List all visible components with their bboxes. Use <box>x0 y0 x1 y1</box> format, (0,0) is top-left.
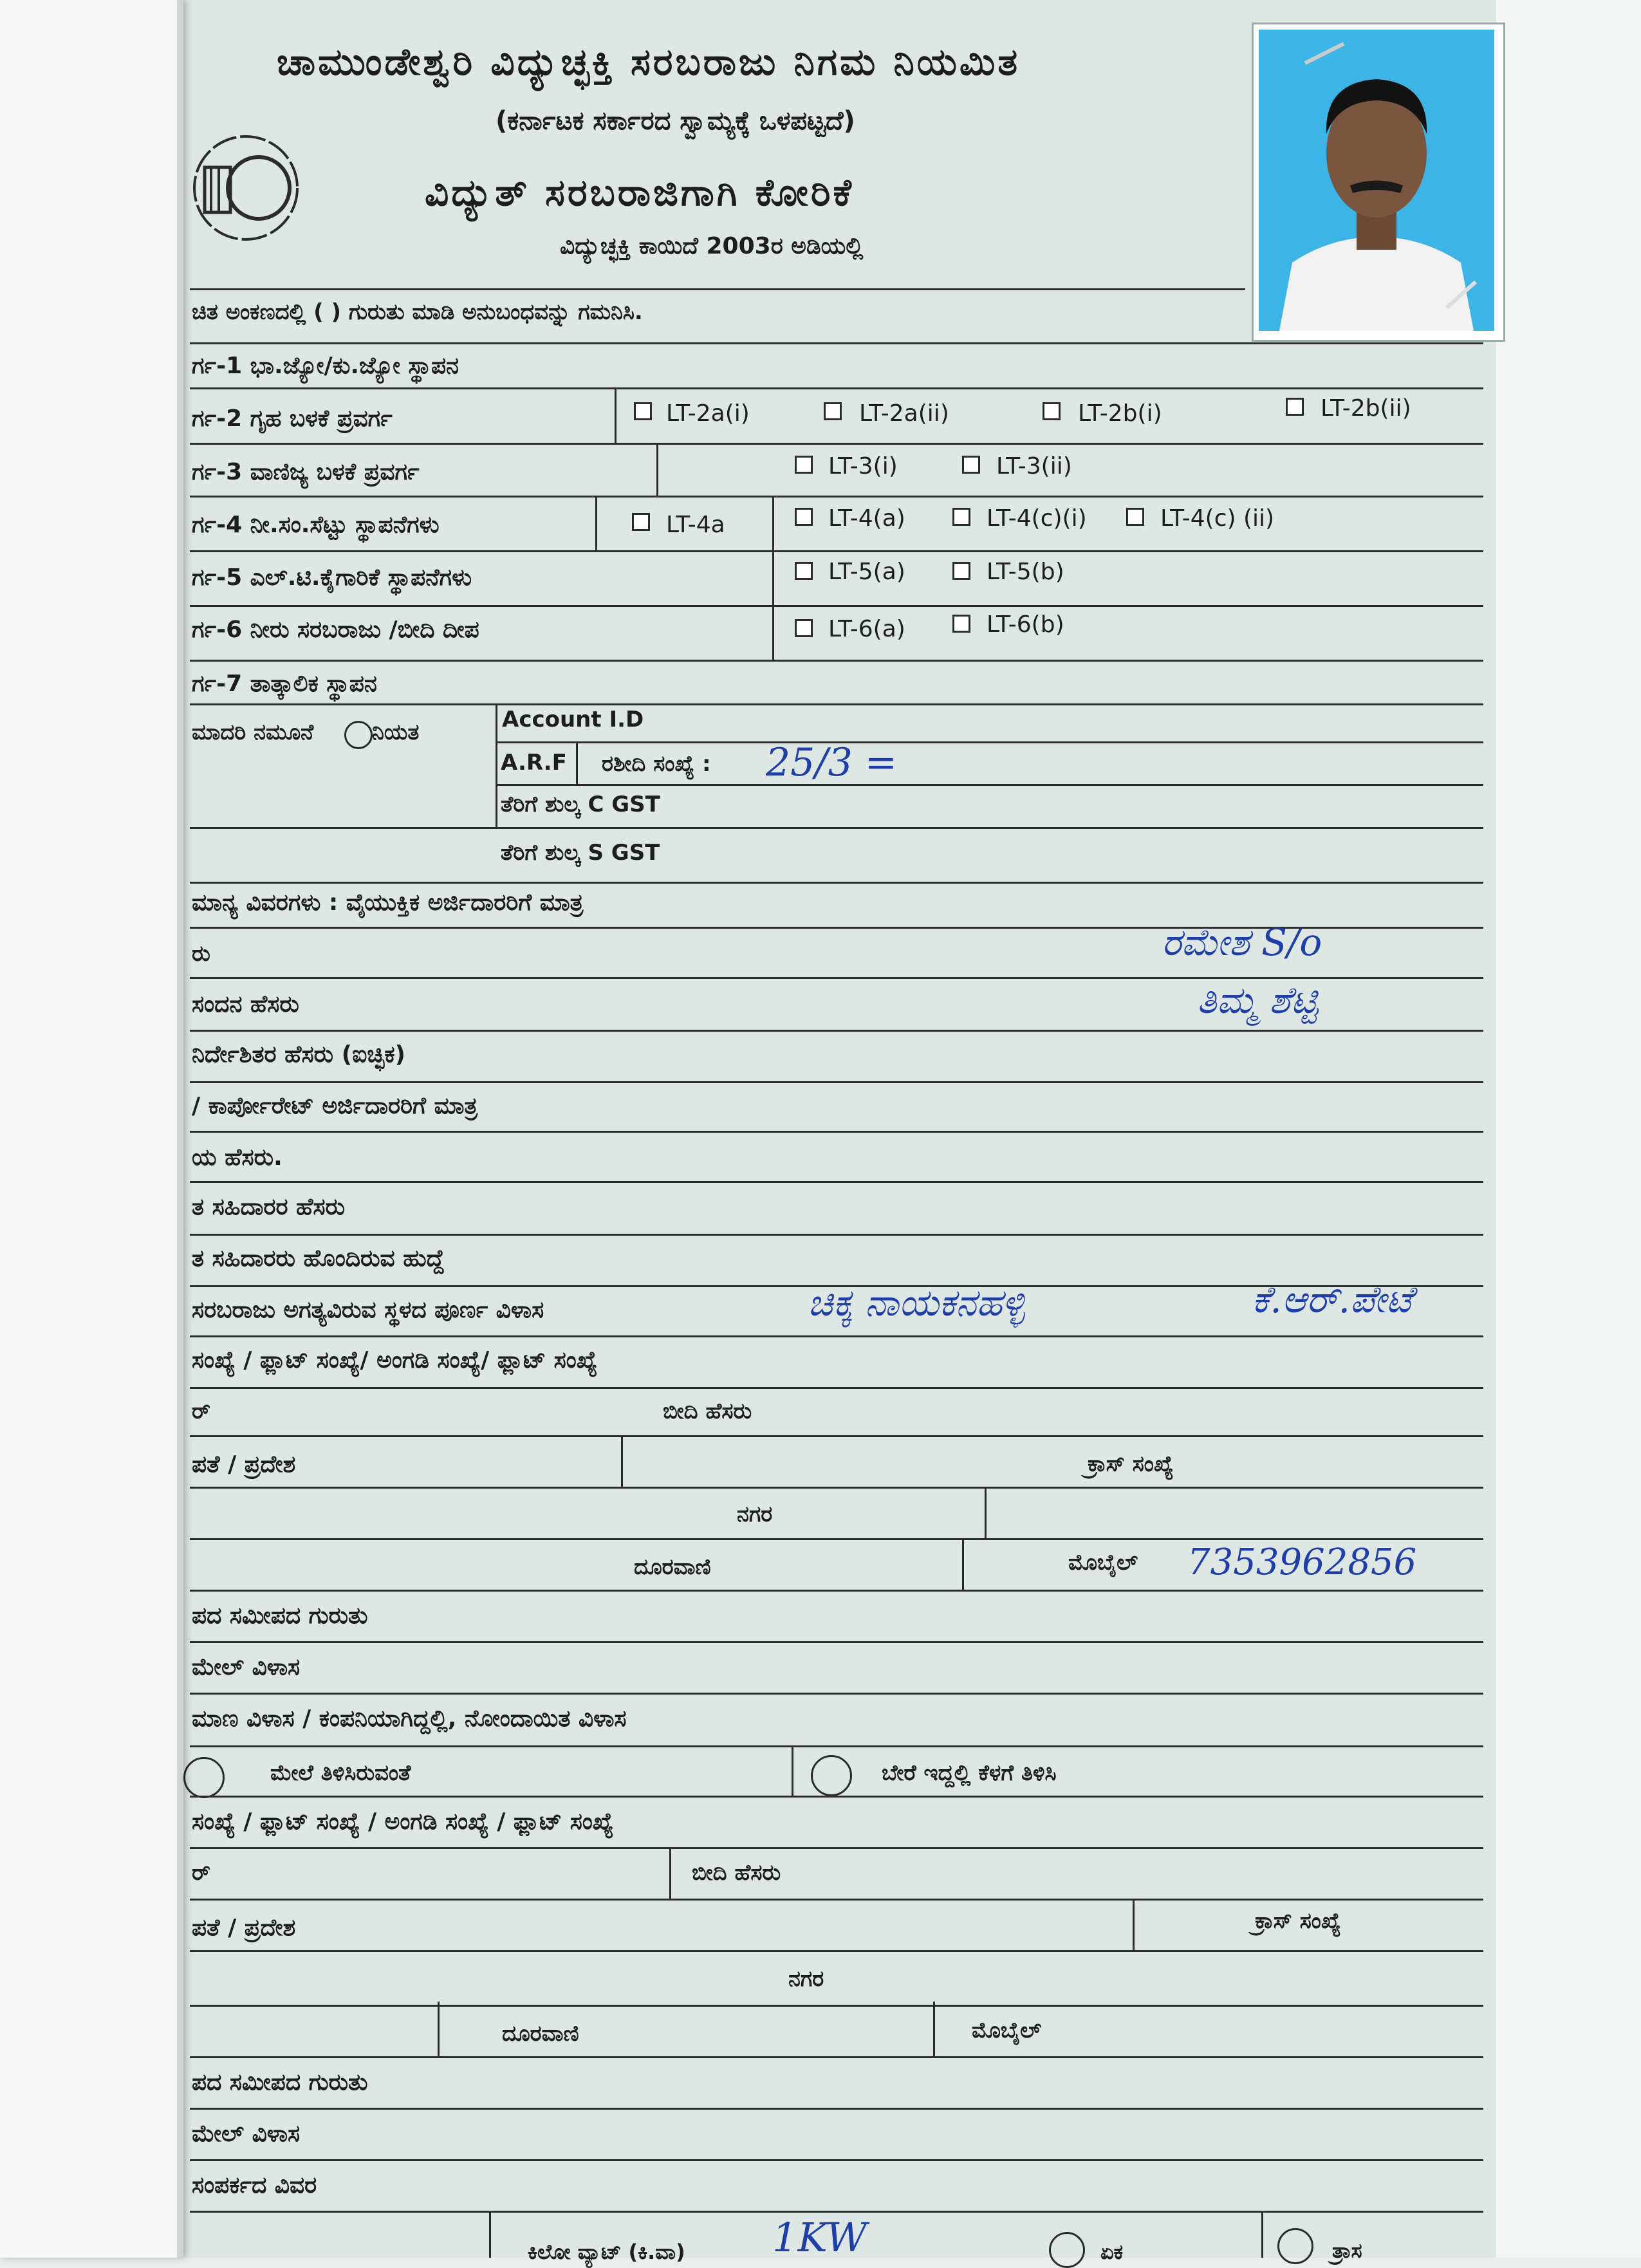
category-5-label: ರ್ಗ-5 ಎಲ್.ಟಿ.ಕೈಗಾರಿಕೆ ಸ್ಥಾಪನೆಗಳು <box>192 564 472 591</box>
radio-if-different[interactable] <box>811 1755 852 1796</box>
supply-cross-label: ಕ್ರಾಸ್ ಸಂಖ್ಯೆ <box>1088 1451 1174 1477</box>
applicant-section-title: ಮಾನ್ಯ ವಿವರಗಳು : ವೈಯುಕ್ತಿಕ ಅರ್ಜಿದಾರರಿಗೆ ಮಾತ್ರ <box>192 889 584 916</box>
nominee-name-label: ನಿರ್ದೇಶಿತರ ಹೆಸರು (ಐಚ್ಛಿಕ) <box>192 1041 406 1068</box>
act-line: ವಿದ್ಯುಚ್ಛಕ್ತಿ ಕಾಯಿದೆ 2003ರ ಅಡಿಯಲ್ಲಿ <box>560 233 864 259</box>
checkbox-lt-4-c-i[interactable] <box>952 508 970 526</box>
comm-landmark-label: ಪದ ಸಮೀಪದ ಗುರುತು <box>192 2069 368 2096</box>
radio-niyata[interactable] <box>344 721 373 749</box>
category-3-label: ರ್ಗ-3 ವಾಣಿಜ್ಯ ಬಳಕೆ ಪ್ರವರ್ಗ <box>192 459 420 485</box>
comm-phone-label: ದೂರವಾಣಿ <box>502 2021 579 2047</box>
option-lt-4-c-ii: LT-4(c) (ii) <box>1160 505 1275 532</box>
checkbox-lt-4-a[interactable] <box>795 508 813 526</box>
org-name: ಚಾಮುಂಡೇಶ್ವರಿ ವಿದ್ಯುಚ್ಛಕ್ತಿ ಸರಬರಾಜು ನಿಗಮ ನಿಯಮಿತ <box>277 40 1021 84</box>
comm-address-title: ಮಾಣ ವಿಳಾಸ / ಕಂಪನಿಯಾಗಿದ್ದಲ್ಲಿ, ನೋಂದಾಯಿತ ವಿಳಾಸ <box>192 1706 627 1732</box>
category-4-label: ರ್ಗ-4 ನೀ.ಸಂ.ಸೆಟ್ಟು ಸ್ಥಾಪನೆಗಳು <box>192 512 440 538</box>
receipt-number-label: ರಶೀದಿ ಸಂಖ್ಯೆ : <box>602 751 711 777</box>
option-lt-4-c-i: LT-4(c)(i) <box>987 505 1087 532</box>
applicant-name-value[interactable]: ರಮೇಶ S/o <box>1162 920 1322 964</box>
applicant-name-value-2[interactable]: ತಿಮ್ಮ ಶೆಟ್ಟಿ <box>1197 978 1319 1022</box>
option-lt-2b-i: LT-2b(i) <box>1078 400 1162 427</box>
supply-landmark-label: ಪದ ಸಮೀಪದ ಗುರುತು <box>192 1603 368 1629</box>
radio-same-as-above[interactable] <box>183 1757 225 1798</box>
option-lt-6-b: LT-6(b) <box>987 611 1064 638</box>
load-label: ಕಿಲೋ ವ್ಯಾಟ್ (ಕಿ.ವಾ) <box>528 2240 685 2264</box>
signatory-name-label: ತ ಸಹಿದಾರರ ಹೆಸರು <box>192 1194 346 1220</box>
if-different-label: ಬೇರೆ ಇದ್ದಲ್ಲಿ ಕೆಳಗೆ ತಿಳಿಸಿ <box>882 1760 1057 1786</box>
cgst-label: ತೆರಿಗೆ ಶುಲ್ಕ C GST <box>501 792 660 817</box>
org-subtitle: (ಕರ್ನಾಟಕ ಸರ್ಕಾರದ ಸ್ವಾಮ್ಯಕ್ಕೆ ಒಳಪಟ್ಟದೆ) <box>496 106 855 136</box>
same-as-above-label: ಮೇಲೆ ತಿಳಿಸಿರುವಂತೆ <box>270 1760 411 1786</box>
option-lt-2b-ii: LT-2b(ii) <box>1321 395 1411 422</box>
company-name-label: ಯ ಹೆಸರು. <box>192 1144 283 1171</box>
niyata-label: ನಿಯತ <box>372 720 420 745</box>
cesc-logo-icon <box>187 129 306 248</box>
radio-single-phase[interactable] <box>1049 2232 1085 2268</box>
comm-city-label: ನಗರ <box>788 1966 824 1992</box>
comm-email-label: ಮೇಲ್ ವಿಳಾಸ <box>192 2121 301 2147</box>
checkbox-lt-3-i[interactable] <box>795 456 813 474</box>
right-margin-strip <box>1496 0 1641 2258</box>
supply-city-label: ನಗರ <box>737 1501 773 1527</box>
checkbox-lt-2a-ii[interactable] <box>824 402 842 420</box>
option-lt-4a: LT-4a <box>666 512 725 538</box>
option-lt-3-i: LT-3(i) <box>828 453 898 479</box>
comm-street-label: ಬೀದಿ ಹೆಸರು <box>692 1860 781 1886</box>
model-form-label: ಮಾದರಿ ನಮೂನೆ <box>192 720 314 745</box>
contact-details-label: ಸಂಪರ್ಕದ ವಿವರ <box>192 2172 317 2198</box>
category-2-label: ರ್ಗ-2 ಗೃಹ ಬಳಕೆ ಪ್ರವರ್ಗ <box>192 405 393 432</box>
supply-email-label: ಮೇಲ್ ವಿಳಾಸ <box>192 1654 301 1680</box>
checkbox-lt-6-b[interactable] <box>952 615 970 633</box>
option-lt-5-b: LT-5(b) <box>987 559 1064 585</box>
signatory-post-label: ತ ಸಹಿದಾರರು ಹೊಂದಿರುವ ಹುದ್ದೆ <box>192 1245 445 1272</box>
category-1-label: ರ್ಗ-1 ಭಾ.ಜ್ಯೋ/ಕು.ಜ್ಯೋ ಸ್ಥಾಪನ <box>192 353 459 379</box>
checkbox-lt-4a[interactable] <box>632 513 650 531</box>
comm-building-label: ರ್ <box>192 1860 211 1886</box>
father-name-label: ಸಂದನ ಹೆಸರು <box>192 991 299 1018</box>
radio-three-phase[interactable] <box>1277 2228 1313 2264</box>
form-title: ವಿದ್ಯುತ್ ಸರಬರಾಜಿಗಾಗಿ ಕೋರಿಕೆ <box>425 171 854 214</box>
sgst-label: ತೆರಿಗೆ ಶುಲ್ಕ S GST <box>501 840 660 866</box>
checkbox-lt-5-a[interactable] <box>795 562 813 580</box>
checkbox-lt-2a-i[interactable] <box>634 402 652 420</box>
checkbox-lt-2b-i[interactable] <box>1043 402 1061 420</box>
option-lt-3-ii: LT-3(ii) <box>996 453 1072 479</box>
category-7-label: ರ್ಗ-7 ತಾತ್ಕಾಲಿಕ ಸ್ಥಾಪನ <box>192 671 377 697</box>
supply-address-value-2[interactable]: ಕೆ.ಆರ್.ಪೇಟೆ <box>1252 1278 1413 1321</box>
arf-label: A.R.F <box>501 750 567 776</box>
supply-address-value[interactable]: ಚಿಕ್ಕ ನಾಯಕನಹಳ್ಳಿ <box>808 1281 1025 1325</box>
comm-area-label: ಪತೆ / ಪ್ರದೇಶ <box>192 1915 296 1941</box>
option-lt-4-a: LT-4(a) <box>828 505 905 532</box>
supply-phone-label: ದೂರವಾಣಿ <box>634 1554 711 1580</box>
option-lt-2a-ii: LT-2a(ii) <box>859 400 949 427</box>
corporate-section-title: / ಕಾರ್ಪೋರೇಟ್ ಅರ್ಜಿದಾರರಿಗೆ ಮಾತ್ರ <box>192 1093 478 1119</box>
checkbox-lt-3-ii[interactable] <box>962 456 980 474</box>
comm-cross-label: ಕ್ರಾಸ್ ಸಂಖ್ಯೆ <box>1255 1908 1341 1934</box>
supply-building-label: ರ್ <box>192 1399 211 1424</box>
option-lt-5-a: LT-5(a) <box>828 559 905 585</box>
applicant-photo <box>1252 23 1505 342</box>
supply-street-label: ಬೀದಿ ಹೆಸರು <box>663 1399 752 1424</box>
single-phase-label: ಏಕ <box>1100 2240 1124 2264</box>
comm-door-no-label: ಸಂಖ್ಯೆ / ಫ್ಲಾಟ್ ಸಂಖ್ಯೆ / ಅಂಗಡಿ ಸಂಖ್ಯೆ / ಫ್ಲಾಟ್ ಸಂಖ್ಯೆ <box>192 1808 614 1835</box>
receipt-number-value[interactable]: 25/3 = <box>766 740 898 785</box>
name-label: ರು <box>192 941 210 967</box>
checkbox-lt-4-c-ii[interactable] <box>1126 508 1144 526</box>
supply-area-label: ಪತೆ / ಪ್ರದೇಶ <box>192 1451 296 1478</box>
checkbox-lt-5-b[interactable] <box>952 562 970 580</box>
three-phase-label: ತ್ರಾಸ <box>1332 2238 1362 2263</box>
supply-door-no-label: ಸಂಖ್ಯೆ / ಫ್ಲಾಟ್ ಸಂಖ್ಯೆ/ ಅಂಗಡಿ ಸಂಖ್ಯೆ/ ಫ್ಲಾಟ್ ಸಂಖ್ಯೆ <box>192 1347 598 1373</box>
left-margin-strip <box>0 0 183 2258</box>
checkbox-lt-6-a[interactable] <box>795 619 813 637</box>
supply-mobile-label: ಮೊಬೈಲ್ <box>1068 1550 1138 1576</box>
supply-address-title: ಸರಬರಾಜು ಅಗತ್ಯವಿರುವ ಸ್ಥಳದ ಪೂರ್ಣ ವಿಳಾಸ <box>192 1297 544 1323</box>
category-6-label: ರ್ಗ-6 ನೀರು ಸರಬರಾಜು /ಬೀದಿ ದೀಪ <box>192 617 479 643</box>
load-value[interactable]: 1KW <box>772 2214 867 2261</box>
account-id-label: Account I.D <box>502 707 644 732</box>
option-lt-6-a: LT-6(a) <box>828 616 905 642</box>
comm-mobile-label: ಮೊಬೈಲ್ <box>972 2018 1042 2043</box>
supply-mobile-value[interactable]: 7353962856 <box>1187 1541 1417 1583</box>
checkbox-lt-2b-ii[interactable] <box>1286 398 1304 416</box>
option-lt-2a-i: LT-2a(i) <box>666 400 750 427</box>
instruction-text: ಚಿತ ಅಂಕಣದಲ್ಲಿ ( ) ಗುರುತು ಮಾಡಿ ಅನುಬಂಧವನ್ನು ಗಮನಿಸಿ. <box>192 299 643 325</box>
